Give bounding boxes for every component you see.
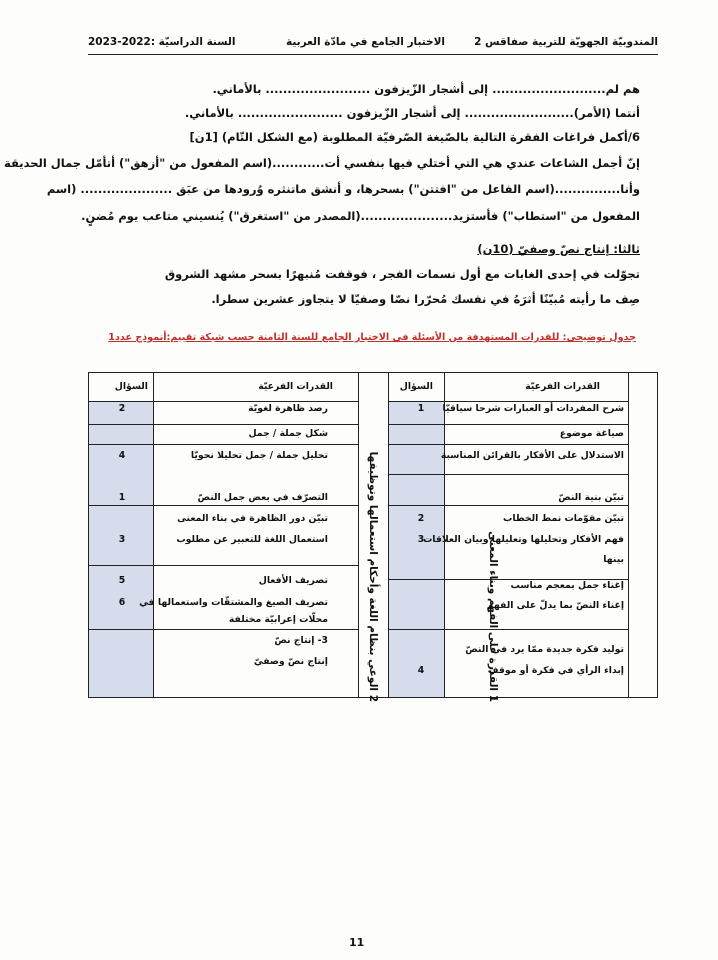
- left-skill-6: استعمال اللغة للتعبير عن مطلوب: [176, 534, 328, 545]
- right-skill-11: إبداء الرأي في فكرة أو موقف: [487, 665, 624, 676]
- left-skill-10: 3- إنتاج نصّ: [274, 635, 328, 646]
- left-question-shade: [88, 401, 153, 698]
- production-line-1: تجوّلت في إحدى الغابات مع أول نسمات الفجر ، فوقفت مُنبهرًا بسحر مشهد الشروق: [164, 267, 640, 281]
- domain-1-label: 1 القدرة على الفهم وبناء المعنى: [487, 531, 499, 702]
- production-line-2: صِف ما رأيته مُبيّنًا أثرَهُ في نفسك مُحرّرا نصّا وصفيّا لا يتجاوز عشرين سطرا.: [211, 292, 640, 306]
- right-question-header: السؤال: [399, 381, 433, 392]
- header-rule: [88, 54, 658, 55]
- production-title: ثالثا: إنتاج نصّ وصفيّ (10ن): [477, 242, 640, 256]
- exercise-instruction: 6/أكمل فراغات الفقرة التالية بالصّيغة الصّرفيّة المطلوبة (مع الشكل التّام) [1ن]: [189, 130, 640, 144]
- left-skill-1: رصد ظاهرة لغويّة: [248, 403, 328, 414]
- right-skill-5: تبيّن مقوّمات نمط الخطاب: [503, 513, 624, 524]
- right-skill-2: صياغة موضوع: [559, 428, 624, 439]
- right-skill-6: فهم الأفكار وتحليلها وتعليلها وبيان العلاقات: [422, 534, 624, 545]
- left-question-5: 5: [118, 575, 126, 586]
- left-skill-4: التصرّف في بعض جمل النصّ: [197, 492, 328, 503]
- exercise-line-1: هم لم.......................... إلى أشجار الزّيزفون ........................ بالأماني.: [212, 82, 640, 96]
- exercise-line-2: أنتما (الأمر)......................... إلى أشجار الزّيزفون ........................ بالأماني.: [184, 106, 640, 120]
- right-skill-9: إغناء النصّ بما يدلّ على الفهم: [486, 600, 624, 611]
- table-caption: جدول توضيحي: للقدرات المستهدفة من الأسئلة في الاختبار الجامع للسنة الثامنة حسب شبكة تقييم:أنموذج عدد1: [108, 332, 636, 343]
- right-question-2: 2: [417, 513, 425, 524]
- left-question-6: 6: [118, 597, 126, 608]
- left-question-1: 1: [118, 492, 126, 503]
- right-skills-header: القدرات الفرعيّة: [525, 381, 600, 392]
- exercise-paragraph-3: المفعول من "استطاب") فأستزيد.....................(المصدر من "استغرق") يُنسيني متاعب يوم مُضنٍ.: [81, 209, 640, 223]
- page-number: 11: [349, 936, 365, 949]
- right-skill-7: بينها: [603, 554, 624, 565]
- header-center: الاختبار الجامع في مادّة العربية: [286, 36, 446, 48]
- left-skill-5: تبيّن دور الظاهرة في بناء المعنى: [177, 513, 328, 524]
- left-skill-11: إنتاج نصّ وصفيّ: [253, 656, 328, 667]
- right-skill-4: تبيّن بنية النصّ: [558, 492, 624, 503]
- right-question-4: 4: [417, 665, 425, 676]
- header-left: السنة الدراسيّة :2022-2023: [88, 36, 236, 48]
- right-question-1: 1: [417, 403, 425, 414]
- skills-table: [88, 372, 658, 702]
- right-skill-3: الاستدلال على الأفكار بالقرائن المناسبة: [440, 450, 624, 461]
- left-skill-2: شكل جملة / جمل: [248, 428, 328, 439]
- right-question-3: 3: [417, 534, 425, 545]
- left-skill-7: تصريف الأفعال: [258, 575, 328, 586]
- right-question-shade: [388, 401, 444, 698]
- left-question-3: 3: [118, 534, 126, 545]
- right-skill-1: شرح المفردات أو العبارات شرحا سياقيّا: [442, 403, 624, 414]
- domain-2-label: 2 الوعي بنظام اللغة وأحكام استعمالها وتوظيفها: [367, 451, 379, 702]
- header-right: المندوبيّة الجهويّة للتربية صفاقس 2: [474, 36, 658, 48]
- right-skill-8: إغناء جمل بمعجم مناسب: [510, 580, 624, 591]
- right-skill-10: توليد فكرة جديدة ممّا يرد في النصّ: [465, 644, 624, 655]
- left-question-4: 4: [118, 450, 126, 461]
- left-skill-3: تحليل جملة / جمل تحليلا نحويّا: [190, 450, 328, 461]
- left-skills-header: القدرات الفرعيّة: [258, 381, 333, 392]
- left-question-header: السؤال: [114, 381, 148, 392]
- left-skill-8: تصريف الصيغ والمشتقّات واستعمالها في: [139, 597, 328, 608]
- exercise-paragraph-1: إنّ أجمل الشاعات عندي هي التي أختلي فيها بنفسي أت............(اسم المفعول من "أزهق") أتأمّل جمال الحديقة: [4, 156, 640, 170]
- left-skill-9: محلّات إعرابيّة مختلفة: [228, 614, 328, 625]
- left-question-2: 2: [118, 403, 126, 414]
- exercise-paragraph-2: وأنا...............(اسم الفاعل من "افتتن") بسحرها، و أنشق ماتنثره وُرودها من عبَق ..................... (اسم: [46, 182, 640, 196]
